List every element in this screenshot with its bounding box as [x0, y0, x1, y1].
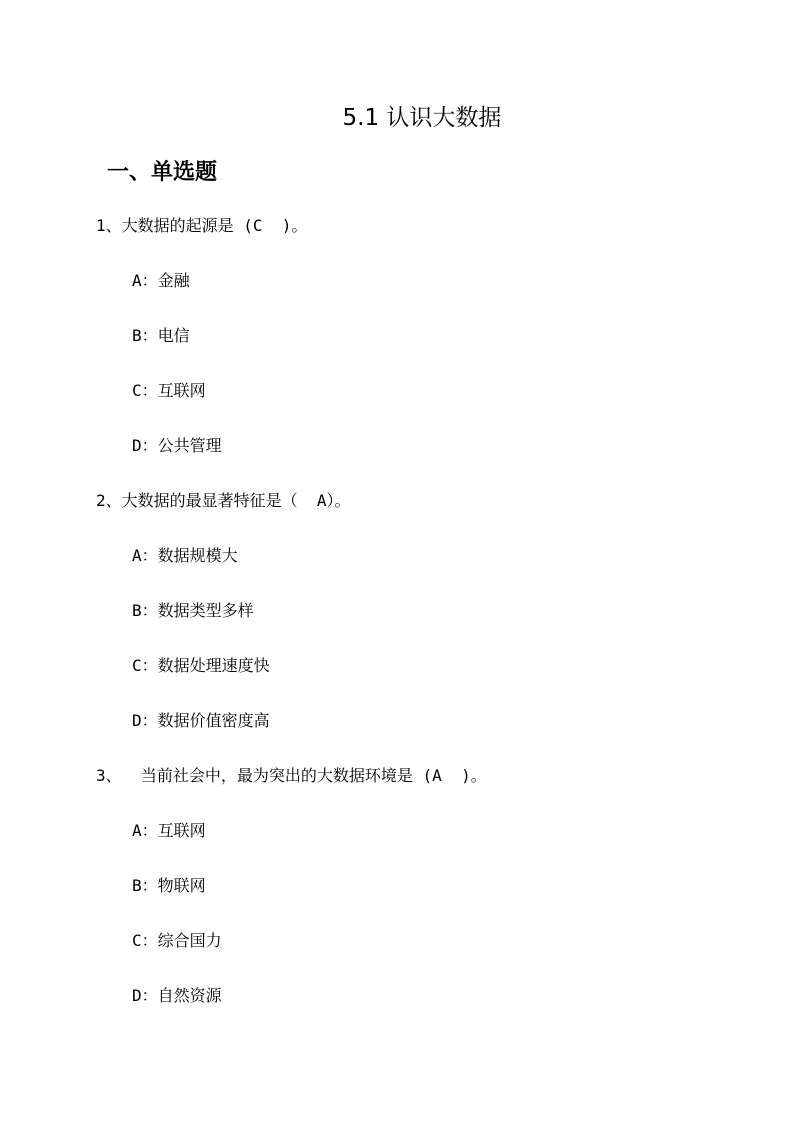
question-2: 2、大数据的最显著特征是（ A）。 [96, 491, 351, 510]
question-2-option-d: D：数据价值密度高 [132, 711, 270, 730]
question-3-option-d: D：自然资源 [132, 986, 222, 1005]
question-1-option-d: D：公共管理 [132, 436, 222, 455]
question-1: 1、大数据的起源是 (C )。 [96, 216, 308, 235]
question-3: 3、 当前社会中，最为突出的大数据环境是 (A )。 [96, 766, 487, 785]
section-heading: 一、单选题 [107, 160, 218, 185]
question-1-option-b: B：电信 [132, 326, 190, 345]
question-2-option-c: C：数据处理速度快 [132, 656, 270, 675]
document-title: 5.1 认识大数据 [342, 105, 502, 131]
question-1-option-c: C：互联网 [132, 381, 206, 400]
question-3-option-c: C：综合国力 [132, 931, 222, 950]
question-2-option-b: B：数据类型多样 [132, 601, 254, 620]
question-2-option-a: A：数据规模大 [132, 546, 238, 565]
question-3-option-a: A：互联网 [132, 821, 206, 840]
question-3-option-b: B：物联网 [132, 876, 206, 895]
question-1-option-a: A：金融 [132, 271, 190, 290]
